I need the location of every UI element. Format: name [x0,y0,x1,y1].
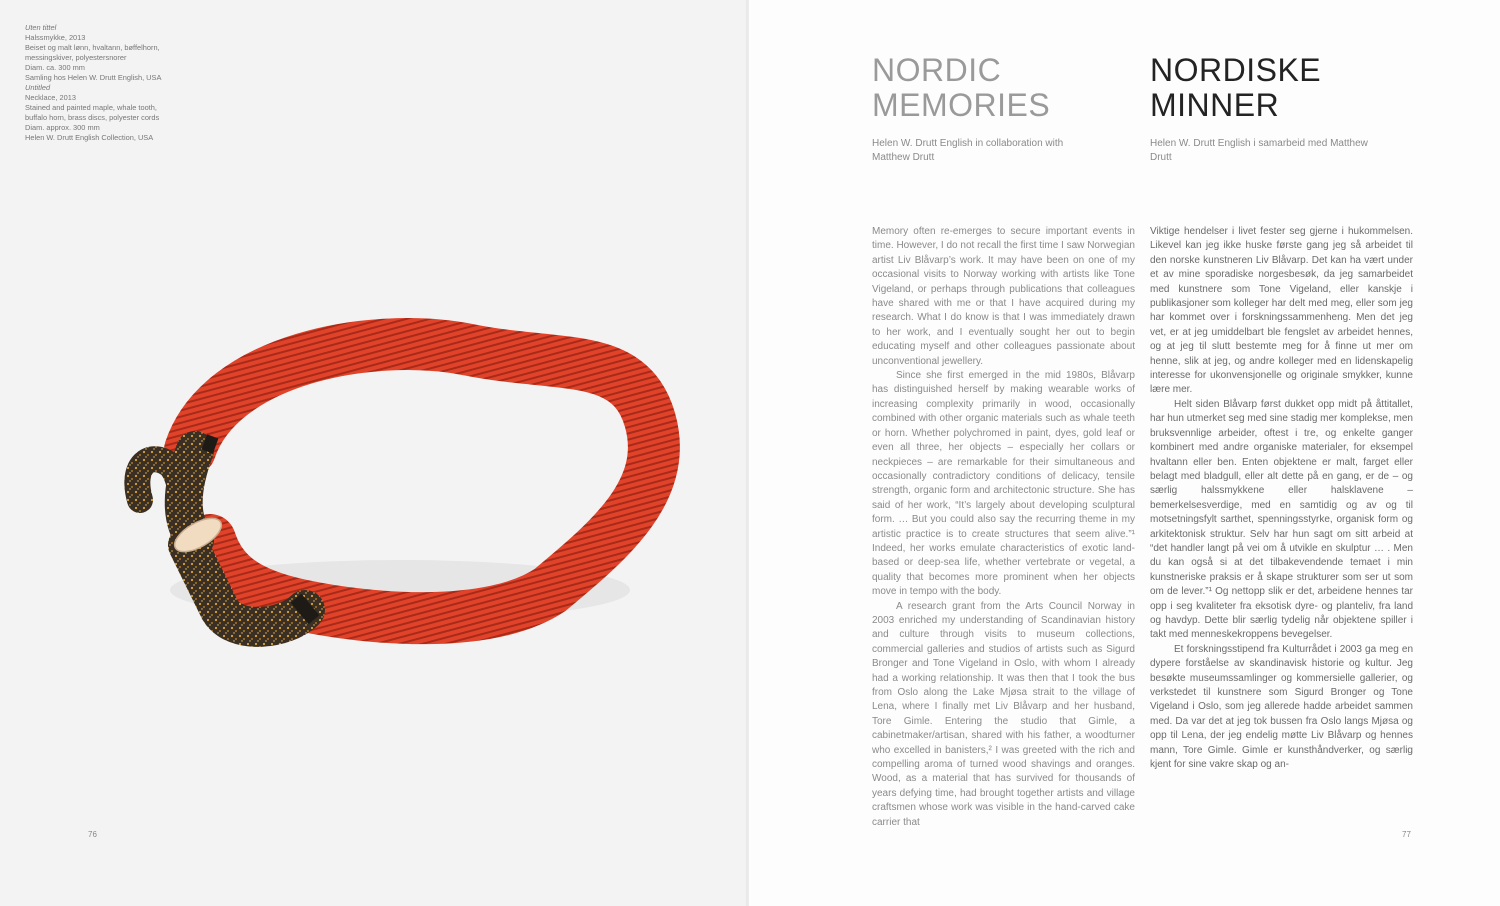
title-english [872,53,1050,123]
caption-line: Beiset og malt lønn, hvaltann, bøffelhorn, [25,43,160,52]
caption-line: Diam. approx. 300 mm [25,123,100,132]
artwork-caption [25,23,225,143]
caption-line: Samling hos Helen W. Drutt English, USA [25,73,162,82]
necklace-photo [70,290,730,650]
caption-line: Helen W. Drutt English Collection, USA [25,133,154,142]
title-norwegian [1150,53,1321,123]
paragraph: Memory often re-emerges to secure important events in time. However, I do not recall the first time I saw Norwegian artist Liv Blåvarp’s work. It may have been on one of my occasional visits to Norway working with artists like Tone Vigeland, or perhaps through publications that colleagues have shared with me or that I have acquired during my research. What I do know is that I was immediately drawn to her work, and I eventually sought her out to begin educating myself and other colleagues passionate about unconventional jewellery. [872,226,1135,367]
byline-english: Helen W. Drutt English in collaboration with Matthew Drutt [872,138,1064,163]
caption-line: Stained and painted maple, whale tooth, [25,103,157,112]
caption-line: messingskiver, polyestersnorer [25,53,127,62]
body-column-norwegian [1150,225,1413,772]
caption-line: Halssmykke, 2013 [25,33,86,42]
title-no-line: MINNER [1150,87,1280,123]
byline-norwegian: Helen W. Drutt English i samarbeid med Matthew Drutt [1150,138,1368,163]
left-page [0,0,749,906]
title-en-line: NORDIC [872,52,1002,88]
page-number-right: 77 [1402,830,1411,839]
caption-title-no: Uten tittel [25,23,57,32]
paragraph: Et forskningsstipend fra Kulturrådet i 2003 ga meg en dypere forståelse av skandinavisk historie og kultur. Jeg besøkte museumssamlinger og kommersielle gallerier, og verkstedet til kunstnere som Sigurd Bronger og Tone Vigeland i Oslo, som jeg allerede hadde arbeidet sammen med. Da var det at jeg tok bussen fra Oslo langs Mjøsa og opp til Lena, der jeg endelig møtte Liv Blåvarp og hennes mann, Tore Gimle. Gimle er kunsthåndverker, og særlig kjent for sine vakre skap og an- [1150,643,1413,771]
paragraph: Viktige hendelser i livet fester seg gjerne i hukommelsen. Likevel kan jeg ikke huske første gang jeg så arbeidet til den norske kunstneren Liv Blåvarp. Det kan ha vært under et av mine sporadiske norgesbesøk, da jeg samarbeidet med kunstnere som Tone Vigeland, eller kanskje i publikasjoner som kolleger har delt med meg, eller som jeg har kommet over i forskningssammenheng. Men det jeg vet, er at jeg umiddelbart ble fengslet av arbeidet hennes, og at jeg til slutt bestemte meg for å finne ut mer om henne, slik at jeg, og andre kolleger med en lidenskapelig interesse for ukonvensjonelle og originale smykker, kunne lære mer. [1150,226,1413,396]
caption-title-en: Untitled [25,83,51,92]
caption-line: Necklace, 2013 [25,93,76,102]
necklace-illustration [70,290,730,650]
caption-line: buffalo horn, brass discs, polyester cords [25,113,160,122]
paragraph: Since she first emerged in the mid 1980s, Blåvarp has distinguished herself by making wearable works of increasing complexity primarily in wood, occasionally combined with other organic materials such as whale teeth or horn. Whether polychromed in paint, dyes, gold leaf or even all three, her objects – especially her collars or neckpieces – are remarkable for their simultaneous and occasionally contradictory conditions of delicacy, tensile strength, organic form and architectonic structure. She has said of her work, “It’s largely about developing sculptural form. … But you could also say the recurring theme in my artistic practice is to create structures that seem alive.”¹ Indeed, her works emulate characteristics of exotic land-based or deep-sea life, whether vertebrate or vegetal, a quality that becomes more prominent when her objects move in tempo with the body. [872,370,1135,598]
caption-line: Diam. ca. 300 mm [25,63,85,72]
paragraph: Helt siden Blåvarp først dukket opp midt på åttitallet, har hun utmerket seg med sine stadig mer komplekse, men bruksvennlige arbeider, oftest i tre, og enkelte ganger kombinert med andre organiske materialer, for eksempel hvaltann eller ben. Enten objektene er malt, farget eller belagt med bladgull, eller alt dette på en gang, er de – og særlig halssmykkene eller halsklavene – bemerkelsesverdige, med en samtidig og av og til motsetningsfylt sarthet, spenningsstyrke, organisk form og arkitektonisk struktur. Selv har hun sagt om sitt arbeid at “det handler langt på vei om å utvikle en skulptur … . Men du kan også si at det tilbakevendende temaet i min kunstneriske praksis er å skape strukturer som ser ut som om de lever.”¹ Og nettopp slik er det, arbeidene hennes tar opp i seg kvaliteter fra eksotisk dyre- og planteliv, fra land og havdyp. Dette blir særlig tydelig når objektene spiller i takt med menneskekroppens bevegelser. [1150,398,1413,641]
title-no-line: NORDISKE [1150,52,1322,88]
page-number-left: 76 [88,830,97,839]
paragraph: A research grant from the Arts Council Norway in 2003 enriched my understanding of Scandinavian history and culture through visits to museum collections, commercial galleries and studios of artists such as Sigurd Bronger and Tone Vigeland in Oslo, with whom I already had a working relationship. It was then that I took the bus from Oslo along the Lake Mjøsa strait to the village of Lena, where I finally met Liv Blåvarp and her husband, Tore Gimle. Entering the studio that Gimle, a cabinetmaker/artisan, shared with his father, a woodturner who excelled in banisters,² I was greeted with the rich and compelling aroma of turned wood shavings and oranges. Wood, as a material that has survived for thousands of years defying time, had brought together artists and village craftsmen whose work was visible in the hand-carved cake carrier that [872,600,1135,828]
title-en-line: MEMORIES [872,87,1051,123]
body-column-english [872,225,1135,830]
